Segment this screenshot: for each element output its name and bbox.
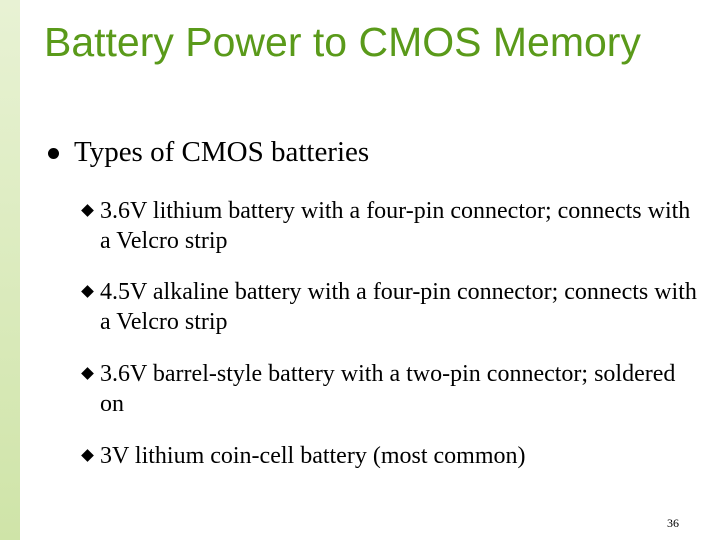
diamond-bullet-icon	[81, 367, 94, 380]
round-bullet-icon	[48, 148, 59, 159]
sub-bullet-text: 3V lithium coin-cell battery (most common)	[100, 443, 526, 469]
slide-number: 36	[667, 516, 679, 530]
sub-bullet-text: 4.5V alkaline battery with a four-pin connector; connects with a Velcro strip	[100, 279, 697, 335]
decorative-side-bar	[0, 0, 20, 540]
bullet-item	[44, 135, 684, 171]
sub-bullet-item	[100, 277, 700, 337]
diamond-bullet-icon	[81, 285, 94, 298]
sub-bullet-item	[100, 441, 700, 471]
diamond-bullet-icon	[81, 204, 94, 217]
diamond-bullet-icon	[81, 449, 94, 462]
bullet-text: Types of CMOS batteries	[74, 136, 370, 168]
sub-bullet-item	[100, 359, 700, 419]
sub-bullet-item	[100, 196, 700, 256]
slide-title: Battery Power to CMOS Memory	[44, 19, 641, 65]
sub-bullet-text: 3.6V lithium battery with a four-pin connector; connects with a Velcro strip	[100, 198, 691, 254]
sub-bullet-text: 3.6V barrel-style battery with a two-pin connector; soldered on	[100, 361, 676, 417]
